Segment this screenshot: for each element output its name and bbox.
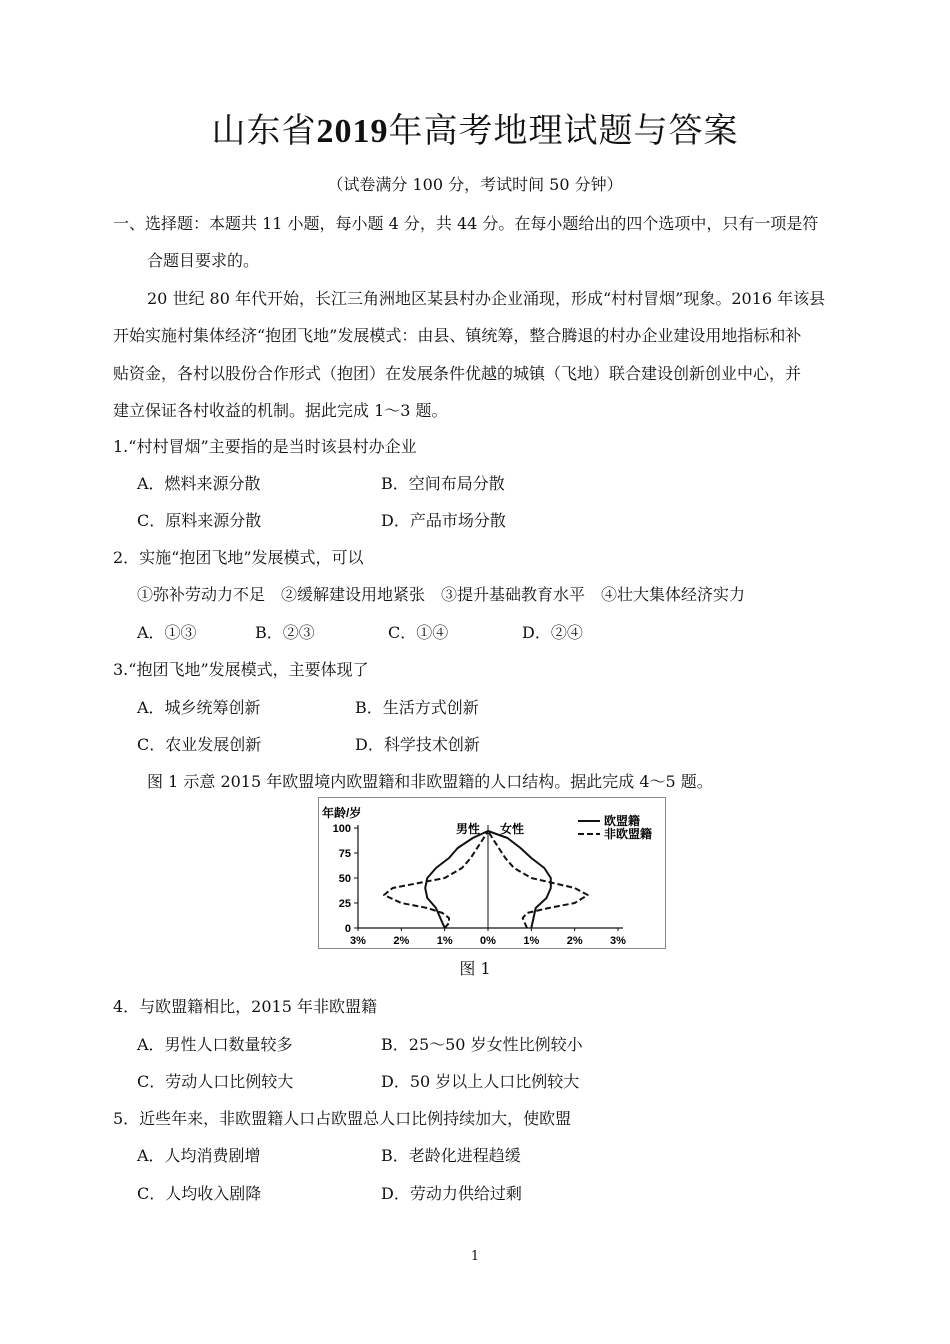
chart-series: [384, 831, 588, 928]
option-b: B．25～50 岁女性比例较小: [381, 1035, 583, 1054]
x-tick-label: 1%: [523, 935, 540, 947]
section-heading: 一、选择题：本题共 11 小题，每小题 4 分，共 44 分。在每小题给出的四个选项中，只有一项是符: [113, 214, 819, 233]
option-a: A．男性人口数量较多: [137, 1035, 293, 1054]
population-pyramid-chart: [318, 797, 666, 949]
y-ticks: [333, 823, 358, 935]
legend-label: 欧盟籍: [604, 814, 641, 828]
non-eu-female-series-line: [488, 831, 588, 928]
page-number: 1: [470, 1249, 480, 1264]
non-eu-male-series-line: [384, 831, 488, 928]
option-d: D．劳动力供给过剩: [381, 1184, 522, 1203]
option-a: A．城乡统筹创新: [137, 698, 261, 717]
option-b: B．②③: [255, 623, 315, 642]
x-tick-label: 3%: [350, 935, 366, 947]
passage-line: 建立保证各村收益的机制。据此完成 1～3 题。: [113, 401, 448, 420]
male-label: 男性: [455, 822, 481, 836]
x-ticks: [350, 928, 626, 947]
option-c: C．农业发展创新: [137, 735, 262, 754]
option-c: C．劳动人口比例较大: [137, 1072, 294, 1091]
x-tick-label: 2%: [393, 935, 410, 947]
question-stem: 1.“村村冒烟”主要指的是当时该县村办企业: [113, 437, 417, 456]
y-tick-label: 100: [332, 823, 351, 835]
exam-info: （试卷满分 100 分，考试时间 50 分钟）: [327, 175, 623, 194]
option-c: C．人均收入剧降: [137, 1184, 262, 1203]
question-stem: 4．与欧盟籍相比，2015 年非欧盟籍: [113, 997, 377, 1016]
option-a: A．燃料来源分散: [137, 474, 261, 493]
option-d: D．产品市场分散: [381, 511, 506, 530]
x-tick-label: 3%: [610, 935, 626, 947]
x-tick-label: 0%: [480, 935, 496, 947]
female-label: 女性: [499, 822, 525, 836]
option-a: A．①③: [137, 623, 197, 642]
option-b: B．老龄化进程趋缓: [381, 1146, 521, 1165]
x-tick-label: 2%: [566, 935, 583, 947]
option-b: B．空间布局分散: [381, 474, 505, 493]
y-tick-label: 0: [344, 923, 351, 935]
question-stem: 5．近些年来，非欧盟籍人口占欧盟总人口比例持续加大，使欧盟: [113, 1109, 572, 1128]
question-items: ①弥补劳动力不足 ②缓解建设用地紧张 ③提升基础教育水平 ④壮大集体经济实力: [137, 585, 746, 604]
figure-caption: 图 1: [459, 959, 491, 978]
option-d: D．科学技术创新: [355, 735, 480, 754]
option-d: D．②④: [522, 623, 583, 642]
y-tick-label: 25: [338, 898, 351, 910]
y-tick-label: 75: [338, 848, 351, 860]
page-title: 山东省2019年高考地理试题与答案: [211, 111, 739, 151]
option-a: A．人均消费剧增: [137, 1146, 261, 1165]
option-b: B．生活方式创新: [355, 698, 479, 717]
x-tick-label: 1%: [436, 935, 453, 947]
passage-line: 开始实施村集体经济“抱团飞地”发展模式：由县、镇统筹，整合腾退的村办企业建设用地指标和补: [113, 326, 802, 345]
option-d: D．50 岁以上人口比例较大: [381, 1072, 580, 1091]
question-stem: 3.“抱团飞地”发展模式，主要体现了: [113, 660, 369, 679]
passage-line: 20 世纪 80 年代开始，长江三角洲地区某县村办企业涌现，形成“村村冒烟”现象。2016 年该县: [147, 289, 826, 308]
section-heading-cont: 合题目要求的。: [147, 251, 260, 270]
option-c: C．①④: [388, 623, 449, 642]
legend-label: 非欧盟籍: [604, 827, 653, 841]
passage-line: 贴资金，各村以股份合作形式（抱团）在发展条件优越的城镇（飞地）联合建设创新创业中心，并: [113, 364, 802, 383]
option-c: C．原料来源分散: [137, 511, 262, 530]
question-stem: 2．实施“抱团飞地”发展模式，可以: [113, 548, 364, 567]
y-axis-label: 年龄/岁: [322, 806, 362, 820]
y-tick-label: 50: [338, 873, 351, 885]
passage-2: 图 1 示意 2015 年欧盟境内欧盟籍和非欧盟籍的人口结构。据此完成 4～5 题。: [147, 772, 713, 791]
